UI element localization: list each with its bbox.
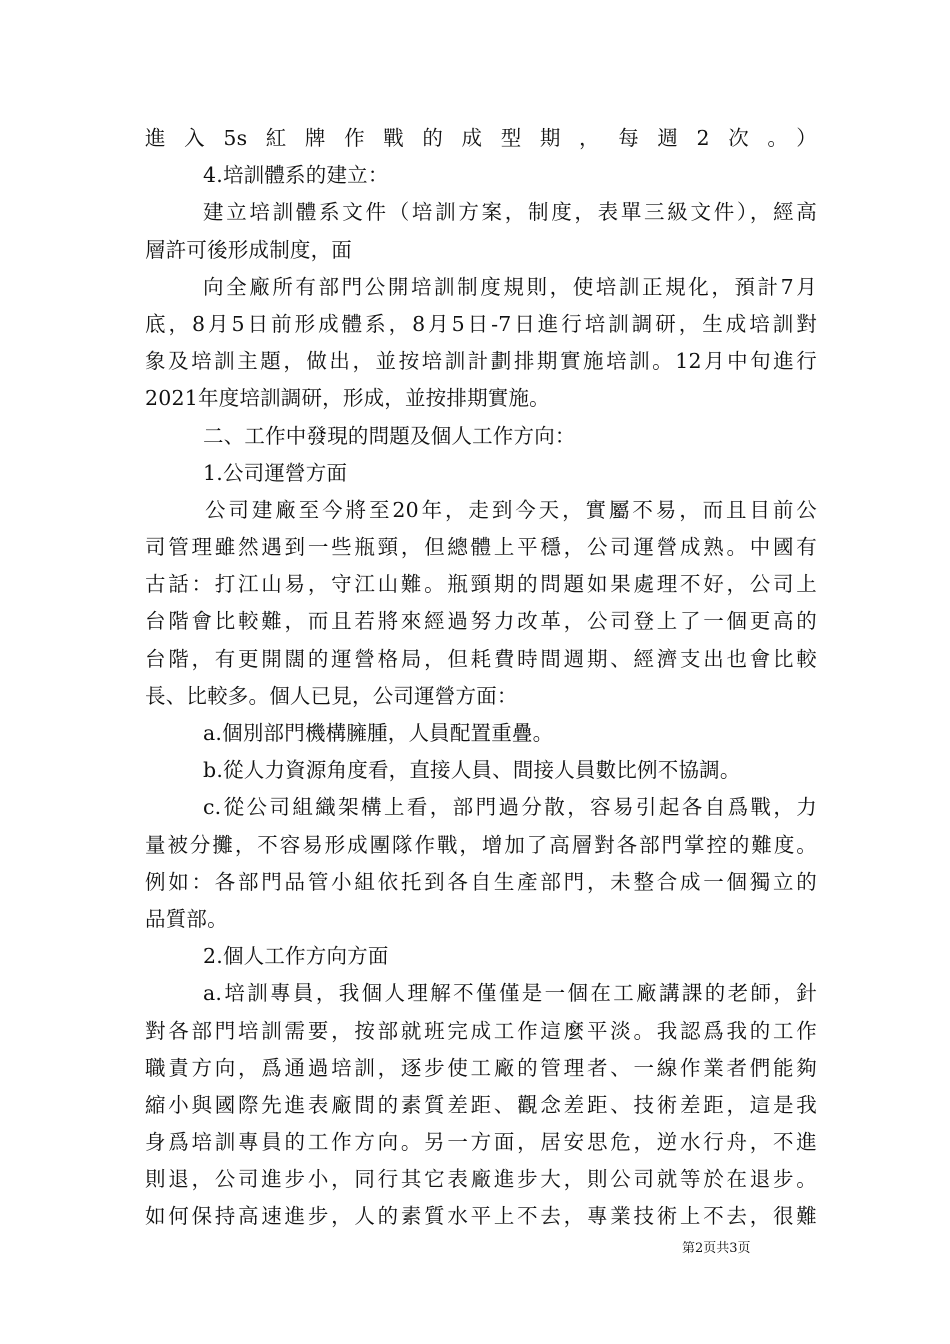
- text-line: 則退，公司進步小，同行其它表廠進步大，則公司就等於在退步。: [145, 1167, 817, 1192]
- list-item: b.從人力資源角度看，直接人員、間接人員數比例不協調。: [203, 758, 741, 783]
- text-line: 對各部門培訓需要，按部就班完成工作這麼平淡。我認爲我的工作: [145, 1018, 817, 1043]
- section-heading: 2.個人工作方向方面: [203, 944, 389, 969]
- text-line: 台階，有更開闊的運營格局，但耗費時間週期、經濟支出也會比較: [145, 646, 817, 671]
- list-item: a.培訓專員，我個人理解不僅僅是一個在工廠講課的老師，針: [203, 981, 817, 1006]
- section-heading: 1.公司運營方面: [203, 460, 348, 485]
- document-body: [145, 120, 817, 1236]
- text-line: 建立培訓體系文件（培訓方案，制度，表單三級文件），經高: [203, 200, 817, 225]
- section-heading: 4.培訓體系的建立：: [203, 163, 389, 188]
- page-number-footer: 第2页共3页: [682, 1241, 751, 1256]
- text-line: 長、比較多。個人已見，公司運營方面：: [145, 683, 518, 708]
- text-line: 進入5s紅牌作戰的成型期，每週2次。）: [145, 126, 817, 150]
- text-line: 縮小與國際先進表廠間的素質差距、觀念差距、技術差距，這是我: [145, 1092, 817, 1117]
- text-line: 司管理雖然遇到一些瓶頸，但總體上平穩，公司運營成熟。中國有: [145, 535, 817, 560]
- text-line: 例如：各部門品管小組依托到各自生產部門，未整合成一個獨立的: [145, 869, 817, 894]
- list-item: a.個別部門機構臃腫，人員配置重疊。: [203, 721, 554, 745]
- text-line: 台階會比較難，而且若將來經過努力改革，公司登上了一個更高的: [145, 609, 817, 634]
- text-line: 層許可後形成制度，面: [145, 237, 352, 262]
- text-line: 向全廠所有部門公開培訓制度規則，使培訓正規化，預計7月: [203, 274, 817, 299]
- text-line: 底，8月5日前形成體系，8月5日-7日進行培訓調研，生成培訓對: [145, 311, 817, 336]
- text-line: 象及培訓主題，做出，並按培訓計劃排期實施培訓。12月中旬進行: [145, 349, 817, 374]
- text-line: 公司建廠至今將至20年，走到今天，實屬不易，而且目前公: [205, 497, 817, 522]
- text-line: 職責方向，爲通過培訓，逐步使工廠的管理者、一線作業者們能夠: [145, 1055, 817, 1080]
- text-line: 量被分攤，不容易形成團隊作戰，增加了高層對各部門掌控的難度。: [145, 832, 817, 857]
- text-line: 2021年度培訓調研，形成，並按排期實施。: [145, 386, 550, 411]
- text-line: 品質部。: [145, 906, 228, 931]
- list-item: c.從公司組織架構上看，部門過分散，容易引起各自爲戰，力: [203, 795, 817, 820]
- text-line: 如何保持高速進步，人的素質水平上不去，專業技術上不去，很難: [145, 1204, 817, 1229]
- section-heading: 二、工作中發現的問題及個人工作方向：: [203, 423, 576, 448]
- text-line: 古話：打江山易，守江山難。瓶頸期的問題如果處理不好，公司上: [145, 572, 817, 597]
- text-line: 身爲培訓專員的工作方向。另一方面，居安思危，逆水行舟，不進: [145, 1130, 817, 1155]
